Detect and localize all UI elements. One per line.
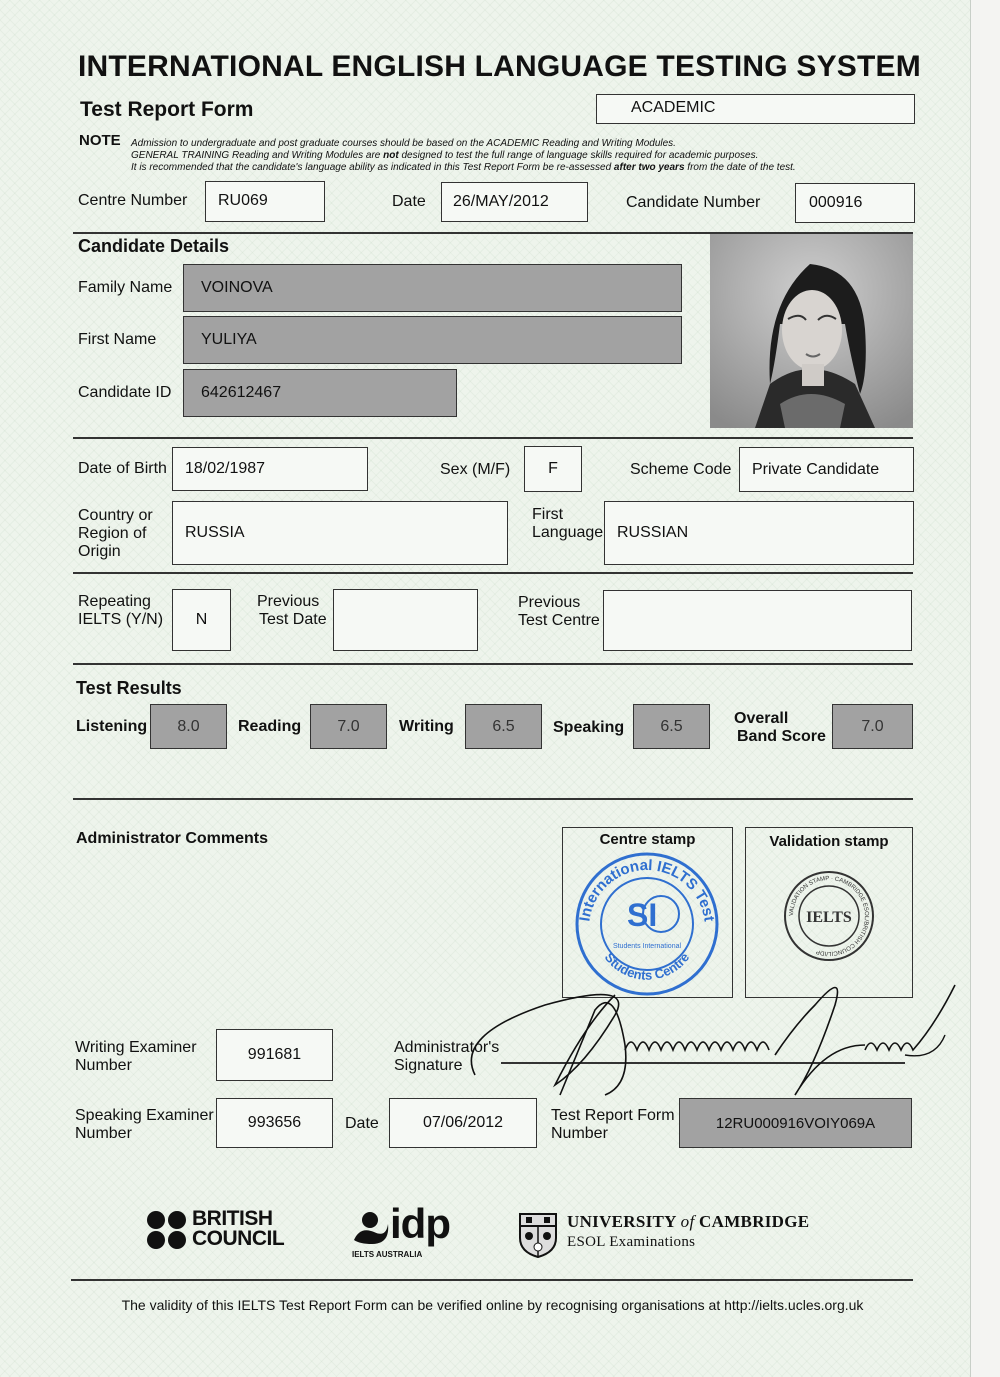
country-box [172,501,508,565]
speaking-score-box [633,704,710,749]
previous-test-centre-label [518,594,600,630]
page-title: INTERNATIONAL ENGLISH LANGUAGE TESTING SYSTEM [78,50,921,83]
writing-examiner-label [75,1039,197,1075]
overall-band-label-1: Overall [734,710,789,727]
note-line-2-a: GENERAL TRAINING Reading and Writing Modules are [131,150,384,161]
administrator-comments-label: Administrator Comments [76,830,269,847]
note-line-3 [131,162,796,174]
note-line-3-a: It is recommended that the candidate's language ability as indicated in this Test Report Form be re-assessed [131,162,614,173]
page-edge [970,0,1000,1377]
first-name-label: First Name [78,331,157,348]
repeating-label [78,593,163,629]
note-line-2-c: designed to test the full range of language skills required for academic purposes. [398,150,759,161]
footer-divider [71,1279,913,1281]
family-name-label: Family Name [78,279,173,296]
issue-date-value: 07/06/2012 [422,1114,504,1131]
first-language-label-1: First [532,506,564,523]
writing-label: Writing [399,718,454,735]
cambridge-text-1a: UNIVERSITY [567,1212,681,1231]
idp-text: idp [390,1200,450,1247]
candidate-id-label: Candidate ID [78,384,172,401]
writing-examiner-label-2: Number [75,1057,132,1074]
country-label-1: Country or [78,507,153,524]
repeating-value: N [195,611,208,628]
cambridge-text-1b: of [680,1212,695,1231]
issue-date-label: Date [345,1115,379,1132]
british-council-text-2: COUNCIL [192,1227,285,1250]
reading-label: Reading [238,718,302,735]
trf-number-box [679,1098,912,1148]
listening-label: Listening [76,718,148,735]
british-council-dots-icon [146,1210,188,1250]
candidate-number-value: 000916 [809,194,863,211]
candidate-id-box [183,369,457,417]
dob-label: Date of Birth [78,460,167,477]
test-results-heading: Test Results [76,678,182,698]
issue-date-box [389,1098,537,1148]
repeating-label-2: IELTS (Y/N) [78,611,164,628]
sex-box [524,446,582,492]
overall-band-label-2: Band Score [737,728,826,745]
cambridge-text-2: ESOL Examinations [567,1234,696,1250]
centre-stamp-arc-top: International IELTS Test [576,856,718,923]
note-label: NOTE [79,132,121,149]
speaking-examiner-box [216,1098,333,1148]
speaking-label: Speaking [553,719,625,736]
candidate-photo [710,234,913,428]
listening-score-box [150,704,227,749]
writing-score: 6.5 [492,717,515,735]
candidate-number-box [795,183,915,223]
previous-test-centre-label-1: Previous [518,594,581,611]
previous-test-date-label [257,593,327,629]
validation-stamp-label: Validation stamp [769,833,889,850]
cambridge-logo [518,1212,818,1258]
reading-score-box [310,704,387,749]
dob-value: 18/02/1987 [185,460,266,477]
test-date-box [441,182,588,222]
module-value: ACADEMIC [631,99,716,116]
candidate-photo-image [710,234,913,428]
note-line-3-c: from the date of the test. [684,162,796,173]
centre-number-label: Centre Number [78,192,188,209]
previous-test-date-box [333,589,478,651]
writing-examiner-label-1: Writing Examiner [75,1039,197,1056]
writing-examiner-number: 991681 [247,1046,302,1063]
overall-score: 7.0 [861,717,884,735]
first-language-label [532,506,603,542]
centre-stamp-logo: SI [627,897,658,933]
writing-score-box [465,704,542,749]
repeating-label-1: Repeating [78,593,151,610]
footer-validity-text: The validity of this IELTS Test Report Form can be verified online by recognising organisations at http://ielts.ucles.org.uk [121,1297,864,1313]
previous-test-centre-box [603,590,912,651]
trf-number-label [551,1107,675,1143]
speaking-examiner-label [75,1107,214,1143]
administrator-signature [465,965,970,1105]
divider [73,437,913,439]
candidate-details-heading: Candidate Details [78,236,230,256]
country-value: RUSSIA [185,524,245,541]
repeating-box [172,589,231,651]
scheme-code-box [739,447,914,492]
module-box [596,94,915,124]
centre-number-box [205,181,325,222]
note-line-1: Admission to undergraduate and post graduate courses should be based on the ACADEMIC Reading and Writing Modules. [131,138,676,149]
overall-score-box [832,704,913,749]
country-label-2: Region of [78,525,147,542]
note-line-2-b: not [383,150,399,161]
trf-number-value: 12RU000916VOIY069A [715,1114,876,1132]
divider [73,663,913,665]
first-language-value: RUSSIAN [617,524,689,541]
british-council-text [192,1209,284,1249]
idp-logo [350,1200,460,1262]
test-date-label: Date [392,193,426,210]
centre-stamp-arc-bottom: Students Centre [601,949,693,983]
centre-stamp-small-text: Students International [612,943,682,950]
speaking-examiner-label-1: Speaking Examiner [75,1107,214,1124]
test-date-value: 26/MAY/2012 [453,193,549,210]
trf-label-2: Number [551,1125,608,1142]
validation-stamp-ring-text: VALIDATION STAMP · CAMBRIDGE ESOL/BRITISH COUNCIL/IDP [788,875,870,957]
validation-stamp-seal [779,866,879,966]
cambridge-text-1 [567,1212,809,1232]
speaking-score: 6.5 [660,717,683,735]
first-name-box [183,316,682,364]
trf-label-1: Test Report Form [551,1107,675,1124]
family-name-value: VOINOVA [201,279,273,296]
idp-subtext: IELTS AUSTRALIA [352,1250,423,1259]
speaking-examiner-label-2: Number [75,1125,132,1142]
listening-score: 8.0 [177,717,200,735]
speaking-examiner-number: 993656 [247,1114,302,1131]
dob-box [172,447,368,491]
idp-swirl-icon [350,1210,392,1250]
candidate-id-value: 642612467 [201,384,282,401]
cambridge-shield-icon [518,1212,558,1258]
divider [73,798,913,800]
british-council-text-1: BRITISH [192,1207,273,1230]
scheme-code-value: Private Candidate [752,460,880,478]
scheme-code-label: Scheme Code [630,461,732,478]
country-label [78,507,153,561]
first-language-box [604,501,914,565]
note-line-2 [131,150,758,162]
candidate-number-label: Candidate Number [626,194,761,211]
family-name-box [183,264,682,312]
overall-band-label [734,710,826,746]
first-language-label-2: Language [532,524,604,541]
centre-number-value: RU069 [218,192,268,209]
country-label-3: Origin [78,543,121,560]
divider [73,572,913,574]
cambridge-text-1c: CAMBRIDGE [694,1212,810,1231]
previous-test-date-label-2: Test Date [259,611,327,628]
sex-label: Sex (M/F) [440,461,511,478]
reading-score: 7.0 [337,717,360,735]
previous-test-centre-label-2: Test Centre [518,612,600,629]
previous-test-date-label-1: Previous [257,593,320,610]
form-subtitle: Test Report Form [80,98,254,121]
british-council-logo [146,1208,296,1252]
validation-stamp-logo: IELTS [806,909,852,926]
signature-label-1: Administrator's [394,1039,500,1056]
signature-label-2: Signature [394,1057,463,1074]
centre-stamp-label: Centre stamp [599,831,696,848]
writing-examiner-box [216,1029,333,1081]
note-line-3-b: after two years [613,162,685,173]
sex-value: F [548,460,558,477]
first-name-value: YULIYA [201,331,257,348]
